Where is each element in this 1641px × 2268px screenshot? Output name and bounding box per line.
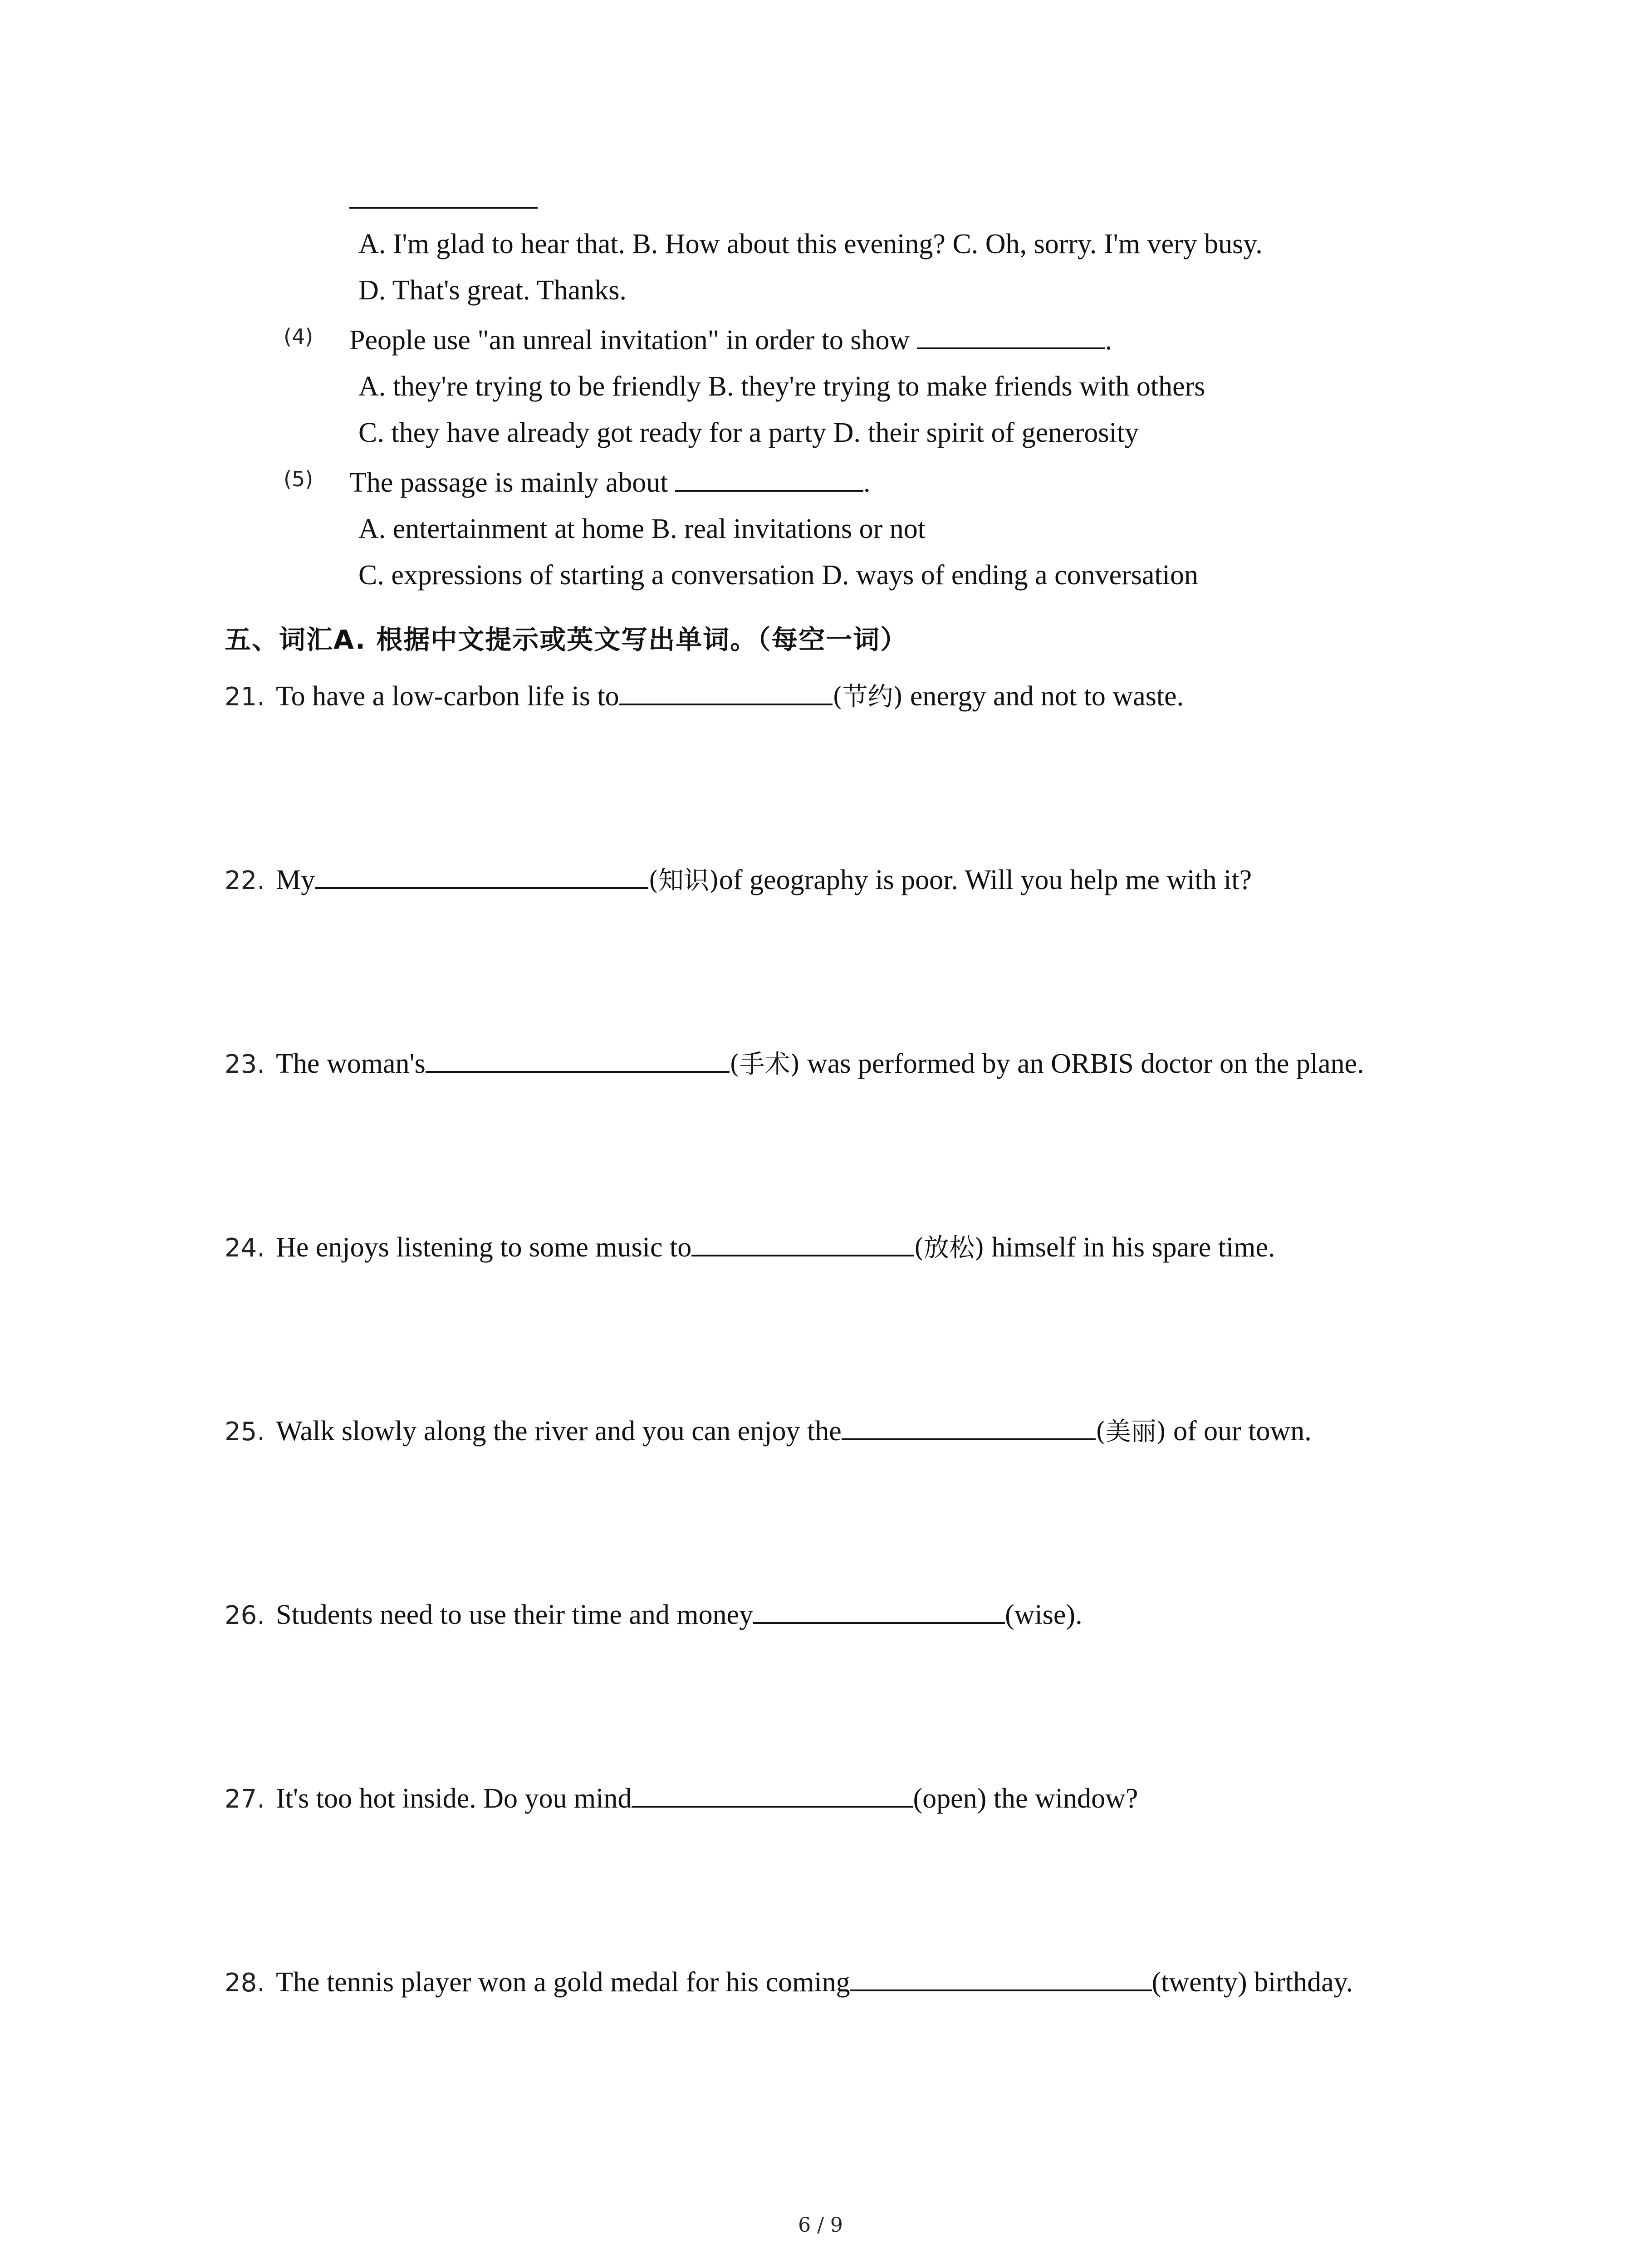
item-text-before: The woman's: [276, 1048, 426, 1079]
item-number: 25.: [225, 1417, 265, 1447]
answer-blank[interactable]: [753, 1598, 1005, 1624]
prev-question-answer-line: [349, 181, 538, 218]
question-number: (4): [284, 324, 314, 349]
item-hint: (美丽): [1095, 1417, 1166, 1447]
item-text-after: (open) the window?: [913, 1783, 1138, 1814]
vocab-item-28: [225, 1964, 1353, 2001]
item-text-before: My: [276, 865, 315, 895]
question-4-stem: [349, 322, 1112, 358]
item-text-after: (wise).: [1005, 1599, 1083, 1630]
answer-blank[interactable]: [675, 465, 863, 492]
item-number: 26.: [225, 1601, 265, 1630]
item-number: 27.: [225, 1784, 265, 1814]
item-text-after: of geography is poor. Will you help me with it?: [719, 865, 1252, 895]
item-text-before: The tennis player won a gold medal for his coming: [276, 1967, 850, 1998]
section-title: 五、词汇A. 根据中文提示或英文写出单词。（每空一词）: [225, 624, 908, 655]
page-number: 6 / 9: [798, 2214, 843, 2237]
answer-blank[interactable]: [349, 182, 538, 209]
question-5-options-1: A. entertainment at home B. real invitations or not: [358, 513, 926, 544]
item-text-before: To have a low-carbon life is to: [276, 681, 619, 712]
item-text-after: himself in his spare time.: [984, 1232, 1275, 1263]
item-text-after: (twenty) birthday.: [1151, 1967, 1353, 1998]
question-5-options-2: C. expressions of starting a conversation D. ways of ending a conversation: [358, 560, 1198, 591]
prev-question-options-2: D. That's great. Thanks.: [358, 275, 627, 306]
question-stem-text: People use "an unreal invitation" in order to show: [349, 325, 917, 356]
vocab-item-22: [225, 862, 1252, 899]
item-text-before: Walk slowly along the river and you can enjoy the: [276, 1416, 842, 1447]
item-hint: (手术): [729, 1050, 800, 1079]
item-text-before: Students need to use their time and money: [276, 1599, 754, 1630]
item-text-after: energy and not to waste.: [903, 681, 1184, 712]
item-number: 21.: [225, 682, 265, 712]
answer-blank[interactable]: [315, 863, 648, 889]
question-stem-end: .: [1105, 325, 1112, 356]
item-hint: (知识): [648, 866, 719, 895]
item-text-after: was performed by an ORBIS doctor on the plane.: [800, 1048, 1364, 1079]
item-number: 22.: [225, 866, 265, 895]
answer-blank[interactable]: [850, 1965, 1152, 1991]
item-number: 28.: [225, 1968, 265, 1998]
question-4-options-1: A. they're trying to be friendly B. they're trying to make friends with others: [358, 371, 1205, 402]
item-hint: (节约): [832, 682, 903, 712]
vocab-item-21: [225, 678, 1184, 715]
question-stem-end: .: [863, 467, 871, 498]
vocab-item-23: [225, 1046, 1364, 1083]
answer-blank[interactable]: [619, 679, 833, 705]
question-number: (5): [284, 467, 314, 491]
vocab-item-25: [225, 1413, 1312, 1450]
item-number: 24.: [225, 1233, 265, 1263]
answer-blank[interactable]: [842, 1414, 1096, 1440]
item-text-before: He enjoys listening to some music to: [276, 1232, 692, 1263]
question-stem-text: The passage is mainly about: [349, 467, 675, 498]
vocab-item-27: [225, 1780, 1138, 1818]
answer-blank[interactable]: [426, 1046, 730, 1073]
vocab-item-26: [225, 1597, 1083, 1634]
item-number: 23.: [225, 1050, 265, 1079]
answer-blank[interactable]: [632, 1781, 913, 1808]
question-5-stem: [349, 464, 871, 501]
prev-question-options-1: A. I'm glad to hear that. B. How about this evening? C. Oh, sorry. I'm very busy.: [358, 229, 1263, 259]
question-4-options-2: C. they have already got ready for a party D. their spirit of generosity: [358, 417, 1139, 448]
answer-blank[interactable]: [691, 1230, 914, 1256]
item-text-after: of our town.: [1166, 1416, 1312, 1447]
item-text-before: It's too hot inside. Do you mind: [276, 1783, 632, 1814]
vocab-item-24: [225, 1229, 1275, 1266]
answer-blank[interactable]: [917, 323, 1105, 349]
item-hint: (放松): [914, 1233, 985, 1263]
